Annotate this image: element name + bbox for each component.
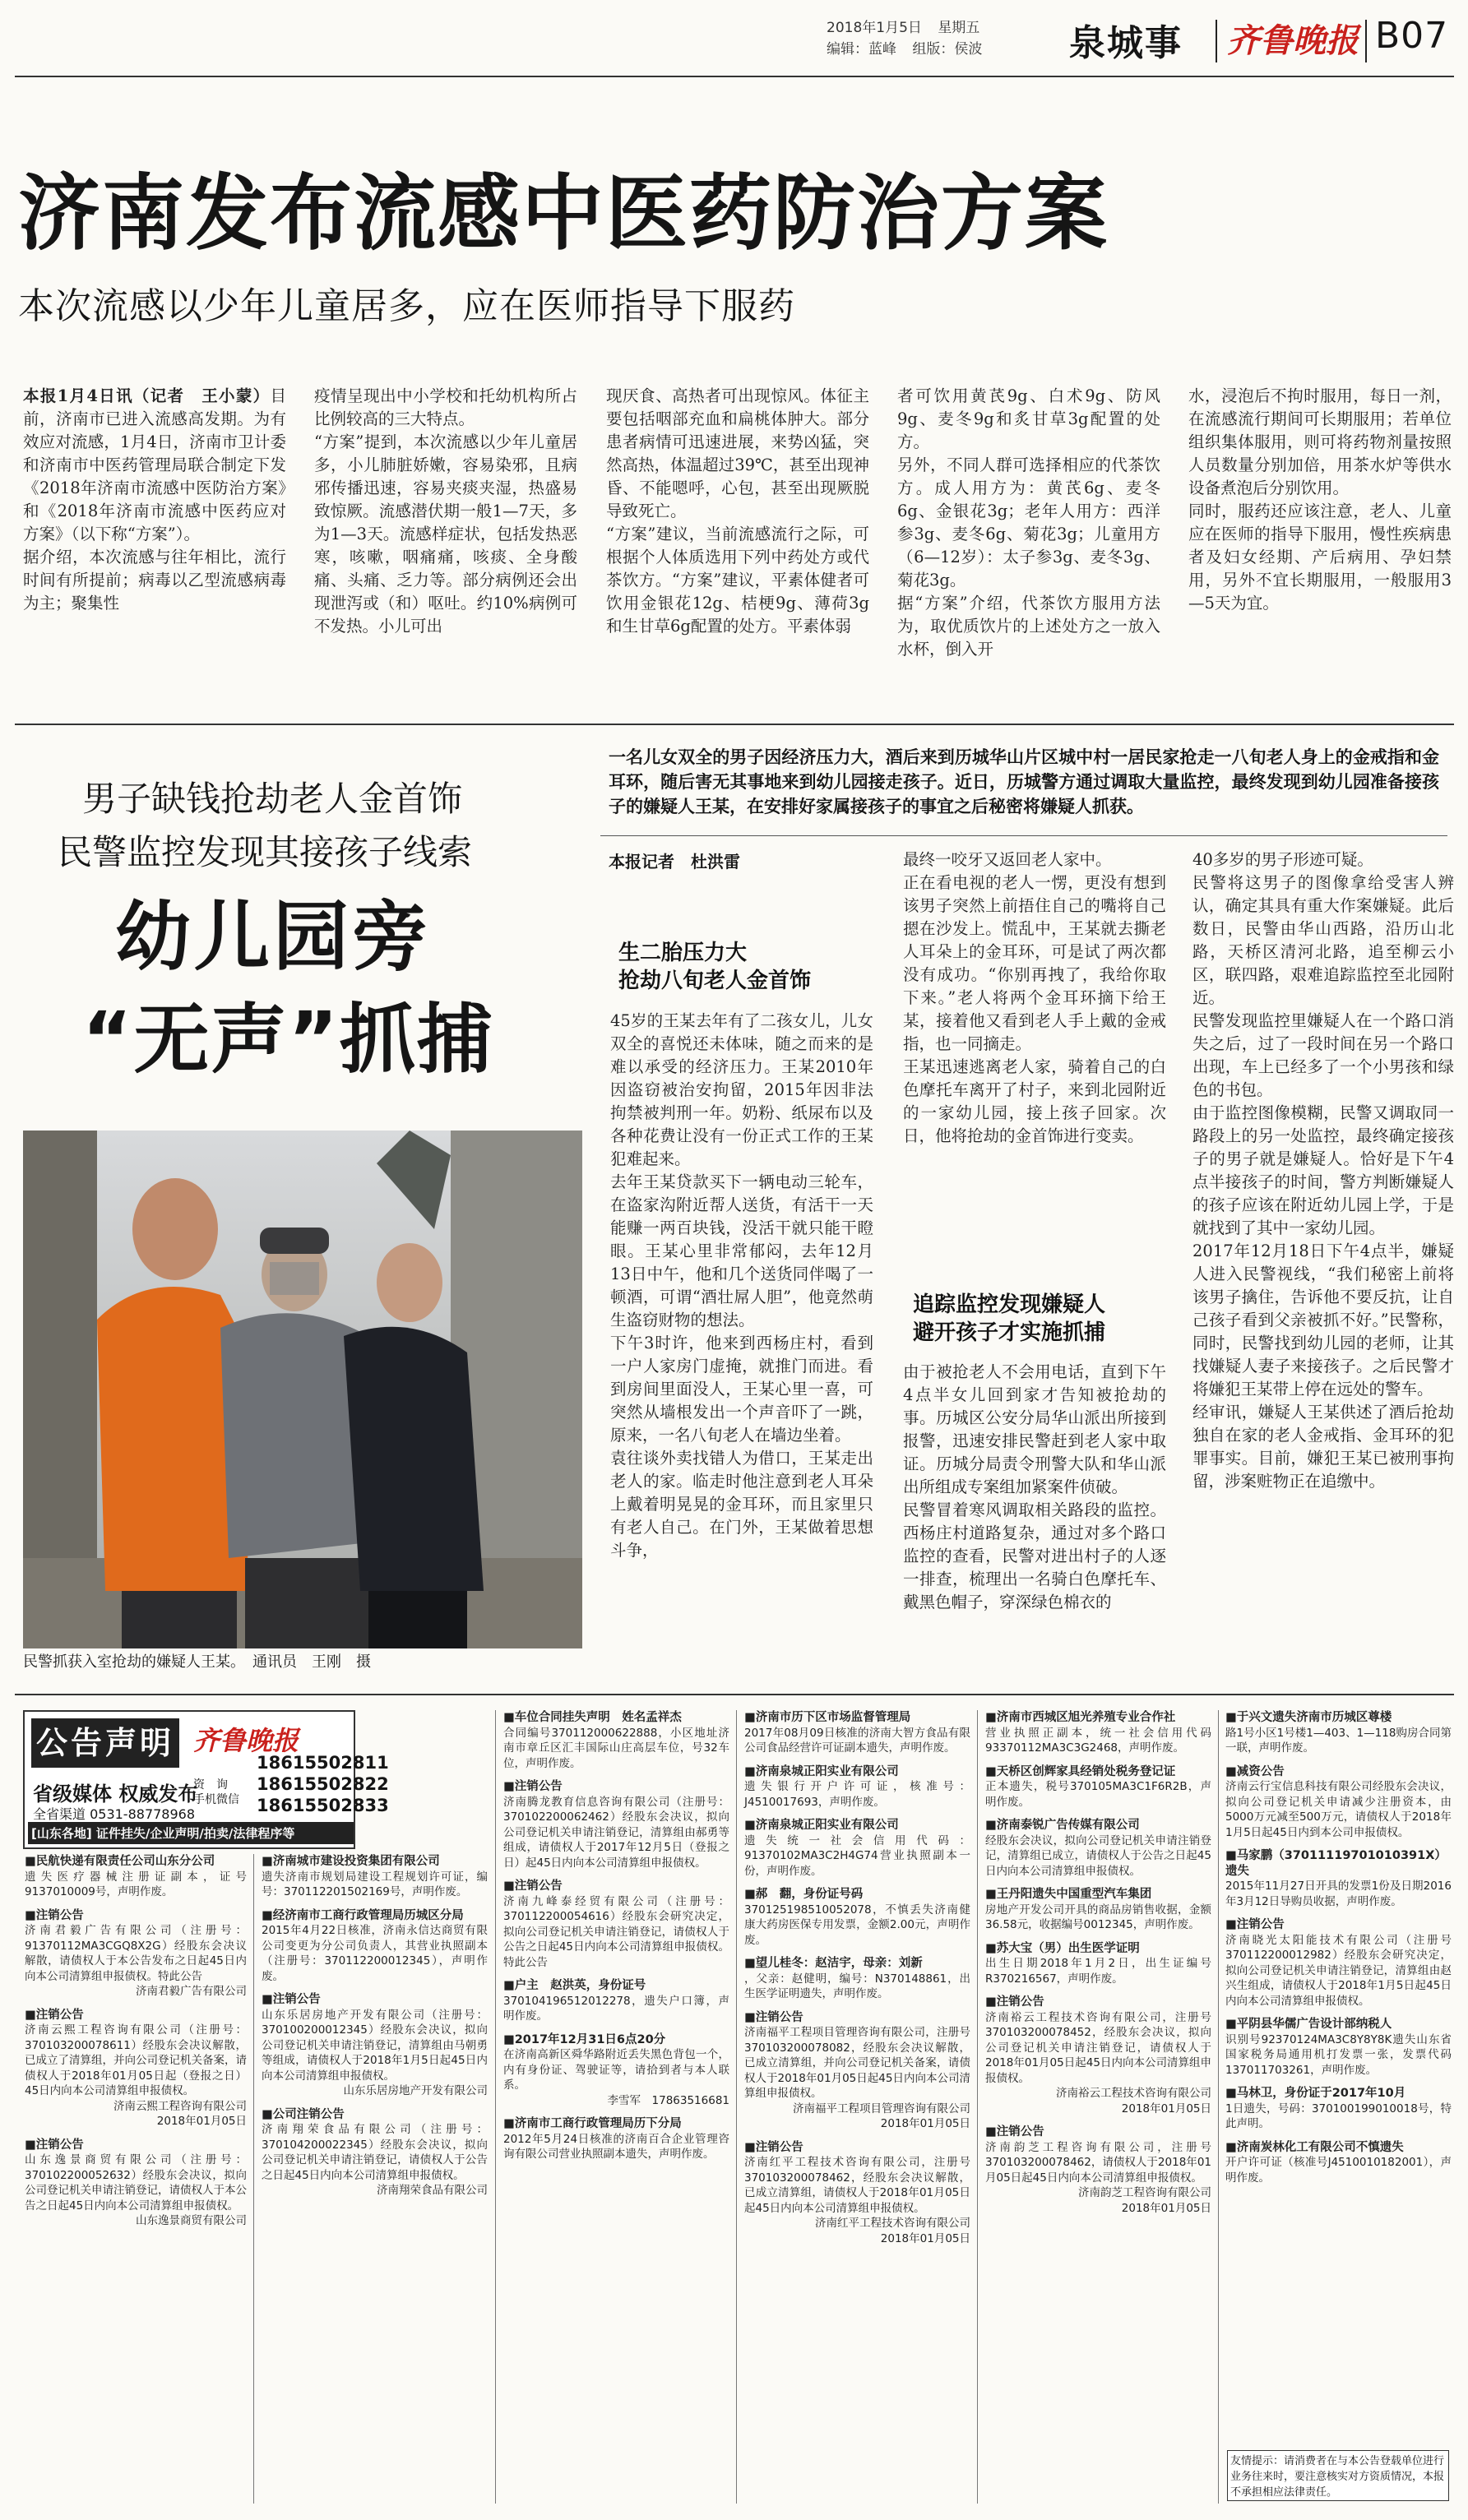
lead-subheadline: 本次流感以少年儿童居多，应在医师指导下服药 (18, 285, 795, 327)
ad-phone-3: 18615502833 (257, 1796, 389, 1815)
ad-item-body: 营业执照正副本，统一社会信用代码93370112MA3C3G2468，声明作废。 (985, 1726, 1211, 1755)
lead-column-2: 疫情呈现出中小学校和托幼机构所占比例较高的三大特点。 “方案”提到，本次流感以少年儿童居多，小儿肺脏娇嫩，容易染邪，且病邪传播迅速，容易夹痰夹湿，热盛易致惊厥。流感潜伏期一般1—7天，多为1—3天。流感样症状，包括发热恶寒，咳嗽，咽痛痛，咳痰、全身酸痛、头痛、乏力等。部分病例还会出现泄泻或（和）呕吐。约10%病例可不发热。小儿可出 (314, 386, 577, 636)
ad-item-signature: 济南红平工程技术咨询有限公司 2018年01月05日 (815, 2217, 970, 2245)
ad-item-body: 2015年11月27日开具的发票1份及日期2016年3月12日导购员收据，声明作废。 (1225, 1880, 1452, 1908)
header-date: 2018年1月5日 (827, 20, 922, 36)
ad-divider-5 (1218, 1710, 1219, 2504)
ad-item-title: ■济南市工商行政管理局历下分局 (503, 2117, 682, 2130)
ad-item-body: 济南裕云工程技术咨询有限公司，注册号370103200078452，经股东会决议，拟向公司登记机关申请注销登记，请债权人于2018年01月05日起45日内向本公司清算组申报债权。 (985, 2010, 1211, 2085)
story-subhead-2: 追踪监控发现嫌疑人 避开孩子才实施抓捕 (913, 1292, 1106, 1345)
ad-item-signature: 山东乐居房地产开发有限公司 (343, 2084, 488, 2097)
ad-item (1225, 1710, 1452, 1756)
ad-item (744, 1887, 970, 1948)
ad-item-body: 遗失济南市规划局建设工程规划许可证，编号：370112201502169号，声明作废。 (262, 1870, 488, 1898)
ad-item-title: ■民航快递有限责任公司山东分公司 (25, 1855, 215, 1868)
ad-item (985, 1818, 1211, 1879)
ad-item-body: 济南九峰泰经贸有限公司（注册号：370112200054616）经股东会研究决定，拟向公司登记机关申请注销登记，请债权人于公告之日起45日内向本公司清算组申报债权。特此公告 (503, 1894, 729, 1969)
ad-item-title: ■于兴文遗失济南市历城区尊楼 (1225, 1711, 1392, 1724)
ad-item-body: 2012年5月24日核准的济南百合企业管理咨询有限公司营业执照副本遗失，声明作废。 (503, 2132, 729, 2161)
ad-item-title: ■注销公告 (25, 1908, 84, 1922)
summary-rule (600, 835, 1447, 836)
header-divider-1 (1216, 20, 1217, 62)
ad-column-2 (262, 1854, 488, 2504)
ad-item-body: 合同编号370112000622888，小区地址济南市章丘区汇丰国际山庄高层车位，号32车位，声明作废。 (503, 1726, 729, 1770)
ad-item-signature: 济南福平工程项目管理咨询有限公司 2018年01月05日 (793, 2102, 970, 2130)
ad-item-title: ■注销公告 (1225, 1918, 1285, 1931)
ad-divider-3 (736, 1710, 737, 2504)
ad-tags: [山东各地] 证件挂失/企业声明/拍卖/法律程序等 (28, 1822, 354, 1844)
ad-item (262, 1908, 488, 1985)
ad-item-title: ■马林卫，身份证于2017年10月 (1225, 2087, 1406, 2100)
ad-item-body: 济南云熙工程咨询有限公司（注册号：370103200078611）经股东会决议解散，已成立了清算组，并向公司登记机关备案，请债权人于2018年01月05日起（登报之日）45日内向本公司清算组申报债权。 (25, 2023, 247, 2097)
lead-rule-bottom (15, 724, 1454, 725)
ad-item-title: ■户主 赵洪英，身份证号 (503, 1979, 646, 1992)
ad-item (985, 1941, 1211, 1987)
ad-item-title: ■王丹阳遗失中国重型汽车集团 (985, 1888, 1152, 1901)
story-column-a: 45岁的王某去年有了二孩女儿，儿女双全的喜悦还未体味，随之而来的是难以承受的经济压力。王某2010年因盗窃被治安拘留，2015年因非法拘禁被判刑一年。奶粉、纸尿布以及各种花费让没有一份正式工作的王某犯难起来。 去年王某贷款买下一辆电动三轮车，在盗家沟附近帮人送货，有活干一天能赚一两百块钱，没活干就只能干瞪眼。王某心里非常郁闷，去年12月13日中午，他和几个送货同伴喝了一顿酒，可谓“酒壮屌人胆”，他竟然萌生盗窃财物的想法。 下午3时许，他来到西杨庄村，看到一户人家房门虚掩，就推门而进。看到房间里面没人，王某心里一喜，可突然从墙根发出一个声音吓了一跳，原来，一名八旬老人在墙边坐着。 袁往谈外卖找错人为借口，王某走出老人的家。临走时他注意到老人耳朵上戴着明晃晃的金耳环，而且家里只有老人自己。在门外，王某做着思想斗争， (610, 1011, 873, 1560)
ad-item-title: ■济南市西城区旭光养殖专业合作社 (985, 1711, 1176, 1724)
ad-item-title: ■济南炭林化工有限公司不慎遗失 (1225, 2140, 1404, 2154)
ad-item (1225, 1848, 1452, 1909)
story-column-b2: 由于被抢老人不会用电话，直到下午4点半女儿回到家才告知被抢劫的事。历城区公安分局华山派出所接到报警，迅速安排民警赶到老人家中取证。历城分局责令刑警大队和华山派出所组成专案组加紧案件侦破。 民警冒着寒风调取相关路段的监控。西杨庄村道路复杂，通过对多个路口监控的查看，民警对进出村子的人逐一排查，梳理出一名骑白色摩托车、戴黑色帽子，穿深绿色棉衣的 (903, 1362, 1166, 1611)
ad-column-3 (503, 1710, 729, 2504)
ad-item (25, 1854, 247, 1900)
story-title-2: “无声”抓捕 (82, 996, 494, 1084)
ad-column-1 (25, 1854, 247, 2504)
ad-item-title: ■2017年12月31日6点20分 (503, 2032, 666, 2046)
ad-item (985, 1710, 1211, 1756)
ad-item-signature: 山东逸景商贸有限公司 (136, 2214, 247, 2227)
ad-divider-4 (977, 1710, 978, 2504)
story-kicker-1: 男子缺钱抢劫老人金首饰 (82, 779, 463, 819)
ad-item-title: ■注销公告 (262, 1993, 321, 2006)
ad-item-body: 济南君毅广告有限公司（注册号：91370112MA3CGQ8X2G）经股东会决议解散，请债权人于本公告发布之日起45日内向本公司清算组申报债权。特此公告 (25, 1924, 247, 1983)
ad-item (503, 1710, 729, 1771)
ad-item (744, 2010, 970, 2132)
lead-byline: 本报1月4日讯（记者 王小蒙） (23, 386, 271, 405)
ad-item-body: 济南云行宝信息科技有限公司经股东会决议，拟向公司登记机关申请减少注册资本，由5000万元减至500万元，请债权人于2018年1月5日起45日内到本公司申报债权。 (1225, 1780, 1452, 1839)
brand-logo: 齐鲁晚报 (1227, 21, 1359, 60)
ad-item-title: ■注销公告 (503, 1880, 563, 1893)
ad-item-body: 遗失银行开户许可证，核准号：J4510017693，声明作废。 (744, 1780, 970, 1809)
ad-slogan: 省级媒体 权威发布 (33, 1782, 198, 1806)
ad-item (25, 2138, 247, 2229)
lead-col1-text: 目前，济南市已进入流感高发期。为有效应对流感，1月4日，济南市卫计委和济南市中医药管理局联合制定下发《2018年济南市流感中医防治方案》和《2018年济南市流感中医药应对方案》（以下称“方案”）。 据介绍，本次流感与往年相比，流行时间有所提前；病毒以乙型流感病毒为主；聚集性 (23, 386, 286, 613)
ad-item (262, 1992, 488, 2099)
ad-item-title: ■济南泉城正阳实业有限公司 (744, 1764, 899, 1778)
ad-banner-title: 公告声明 (31, 1718, 179, 1768)
ad-item-body: 济南福平工程项目管理咨询有限公司，注册号370103200078082，经股东会决议解散，已成立清算组，并向公司登记机关备案，请债权人于2018年01月05日起45日内向本公司清算组申报债权。 (744, 2026, 970, 2100)
header-divider-2 (1365, 20, 1367, 62)
ad-item (503, 1879, 729, 1970)
ad-item-title: ■苏大宝（男）出生医学证明 (985, 1941, 1140, 1955)
ad-item (503, 2116, 729, 2162)
ad-item-body: 路1号小区1号楼1—403、1—118购房合同第一联，声明作废。 (1225, 1726, 1452, 1755)
ad-item-title: ■注销公告 (25, 2008, 84, 2022)
story-byline: 本报记者 杜洪雷 (609, 852, 740, 872)
ad-item-signature: 济南韵芝工程咨询有限公司 2018年01月05日 (1078, 2186, 1211, 2215)
ad-item (1225, 2140, 1452, 2186)
ad-column-5 (985, 1710, 1211, 2504)
ad-item (1225, 2017, 1452, 2078)
ad-item-title: ■减资公告 (1225, 1764, 1285, 1778)
ad-item-title: ■郝 翻，身份证号码 (744, 1888, 864, 1901)
lead-column-1 (23, 385, 286, 705)
ad-item-body: 山东逸景商贸有限公司（注册号：370102200052632）经股东会决议，拟向公司登记机关申请注销登记，请债权人于本公告之日起45日内向本公司清算组申报债权。 (25, 2153, 247, 2213)
ad-item (1225, 1917, 1452, 2009)
ad-item-body: 济南腾龙教育信息咨询有限公司（注册号：370102200062462）经股东会决议，拟向公司登记机关申请注销登记，清算组由郝勇等组成，请债权人于2017年12月5日（登报之日）起45日内向本公司清算组申报债权。 (503, 1795, 729, 1870)
ad-item (25, 1908, 247, 2000)
ad-item-body: 济南晓光太阳能技术有限公司（注册号370112200012982）经股东会研究决定，拟向公司登记机关申请注销登记，清算组由赵兴生组成，请债权人于2018年1月5日起45日内向本公司清算组申报债权。 (1225, 1933, 1452, 2008)
story-title-1: 幼儿园旁 (115, 893, 432, 981)
ad-hotline: 全省渠道 0531-88778968 (33, 1806, 196, 1822)
photo-caption: 民警抓获入室抢劫的嫌疑人王某。 通讯员 王刚 摄 (23, 1653, 371, 1671)
ad-item (503, 2032, 729, 2109)
ad-item (1225, 1764, 1452, 1841)
page-number: B07 (1375, 15, 1449, 57)
ad-item-body: 济南红平工程技术咨询有限公司，注册号370103200078462，经股东会决议解散，已成立清算组，请债权人于2018年01月05日起45日内向本公司清算组申报债权。 (744, 2156, 970, 2215)
ad-item-body: 1日遗失，号码：370100199010018号，特此声明。 (1225, 2102, 1452, 2130)
ad-item-title: ■注销公告 (985, 2125, 1044, 2139)
ad-item-body: 识别号92370124MA3C8Y8Y8K遗失山东省国家税务局通用机打发票一张，发票代码137011703261，声明作废。 (1225, 2032, 1452, 2077)
ad-item (744, 1818, 970, 1879)
lead-headline: 济南发布流感中医药防治方案 (18, 165, 1109, 261)
ad-divider-1 (253, 1854, 254, 2504)
ad-item-signature: 李雪军 17863516681 (607, 2093, 729, 2107)
ad-item-body: 济南翔荣食品有限公司（注册号：370104200022345）经股东会决议，拟向公司登记机关申请注销登记，请债权人于公告之日起45日内向本公司清算组申报债权。 (262, 2123, 488, 2182)
header-date-line (827, 18, 1073, 38)
ad-item-signature: 济南君毅广告有限公司 (136, 1985, 247, 1998)
ad-item-signature: 济南裕云工程技术咨询有限公司 2018年01月05日 (1056, 2087, 1211, 2115)
ad-item-title: ■公司注销公告 (262, 2107, 345, 2121)
ad-item-body: ，父亲：赵健明，编号：N370148861，出生医学证明遗失，声明作废。 (744, 1972, 970, 2000)
ad-item (262, 1854, 488, 1900)
ad-item (985, 1887, 1211, 1933)
ad-item-title: ■平阴县华儒广告设计部纳税人 (1225, 2018, 1392, 2031)
ad-item-body: 2015年4月22日核准，济南永信达商贸有限公司变更为分公司负责人，其营业执照副本（注册号：370112200012345），声明作废。 (262, 1924, 488, 1983)
ad-banner (23, 1710, 389, 1849)
lead-column-3: 现厌食、高热者可出现惊风。体征主要包括咽部充血和扁桃体肿大。部分患者病情可迅速进展，来势凶猛，突然高热，体温超过39℃，甚至出现神昏、不能嗯呼，心包，甚至出现厥脱导致死亡。 “方案”建议，当前流感流行之际，可根据个人体质选用下列中药处方或代茶饮方。“方案”建议，平素体健者可饮用金银花12g、桔梗9g、薄荷3g和生甘草6g配置的处方。平素体弱 (606, 386, 869, 636)
story-subhead-1: 生二胎压力大 抢劫八旬老人金首饰 (618, 941, 812, 993)
ad-item-title: ■济南泰锐广告传媒有限公司 (985, 1819, 1140, 1832)
ad-item-title: ■望儿桂冬：赵洁宇，母亲：刘新 (744, 1957, 923, 1970)
ad-item (503, 1779, 729, 1870)
ad-phone-2: 18615502822 (257, 1774, 389, 1794)
ad-item-title: ■注销公告 (503, 1780, 563, 1793)
story-rule-bottom (15, 1694, 1454, 1695)
ad-item-body: 370125198510052078，不慎丢失济南健康大药房医保专用发票，金额2.00元，声明作废。 (744, 1903, 970, 1947)
header-editor-line (827, 39, 1073, 59)
ad-item (744, 2140, 970, 2247)
ad-item (744, 1710, 970, 1756)
ad-item (744, 1956, 970, 2002)
lead-column-4: 者可饮用黄芪9g、白术9g、防风9g、麦冬9g和炙甘草3g配置的处方。 另外，不同人群可选择相应的代茶饮方。成人用方为：黄芪6g、麦冬6g、金银花3g；老年人用方：西洋参3g、麦冬6g、菊花3g；儿童用方（6—12岁）：太子参3g、麦冬3g、菊花3g。 据“方案”介绍，代茶饮方服用方法为，取优质饮片的上述处方之一放入水杯，倒入开 (897, 386, 1160, 659)
ad-item-body: 山东乐居房地产开发有限公司（注册号：370100200012345）经股东会决议，拟向公司登记机关申请注销登记，清算组由马朝勇等组成，请债权人于2018年1月5日起45日内向本公司清算组申报债权。 (262, 2008, 488, 2083)
ad-divider-2 (495, 1710, 496, 2504)
header-rule (15, 76, 1454, 77)
header-editor: 编辑：蓝峰 (827, 41, 896, 58)
ad-item-body: 在济南高新区舜华路附近丢失黑色背包一个，内有身份证、驾驶证等，请拾到者与本人联系。 (503, 2048, 729, 2092)
ad-item-body: 济南韵芝工程咨询有限公司，注册号370103200078462，请债权人于2018年01月05日起45日内向本公司清算组申报债权。 (985, 2140, 1211, 2185)
ad-item-body: 经股东会决议，拟向公司登记机关申请注销登记，清算组已成立，请债权人于公告之日起45日内向本公司清算组申报债权。 (985, 1833, 1211, 1878)
ad-item (985, 1995, 1211, 2116)
ad-item-title: ■注销公告 (744, 2010, 803, 2024)
ad-item (503, 1978, 729, 2024)
ad-item (262, 2107, 488, 2199)
ad-column-6 (1225, 1710, 1452, 2442)
ad-item-title: ■车位合同挂失声明 姓名孟祥杰 (503, 1711, 682, 1724)
ad-item-title: ■济南泉城正阳实业有限公司 (744, 1819, 899, 1832)
lead-column-5: 水，浸泡后不拘时服用，每日一剂，在流感流行期间可长期服用；若单位组织集体服用，则可将药物剂量按照人员数量分别加倍，用茶水炉等供水设备煮泡后分别饮用。 同时，服药还应该注意，老人、儿童应在医师的指导下服用，慢性疾病患者及妇女经期、产后病用、孕妇禁用，另外不宜长期服用，一般服用3—5天为宜。 (1188, 386, 1452, 613)
ad-phone-1: 18615502811 (257, 1753, 389, 1773)
ad-item-title: ■注销公告 (25, 2138, 84, 2152)
ad-item-signature: 济南云熙工程咨询有限公司 2018年01月05日 (113, 2099, 247, 2128)
ad-item-signature: 济南翔荣食品有限公司 (377, 2184, 488, 2197)
ad-item-body: 房地产开发公司开具的商品房销售收据，金额36.58元，收据编号0012345，声明作废。 (985, 1903, 1211, 1931)
ad-item-body: 370104196512012278，遗失户口簿，声明作废。 (503, 1994, 729, 2023)
ad-item-body: 开户许可证（核准号J4510010182001），声明作废。 (1225, 2156, 1452, 2185)
ad-item-title: ■马家鹏（37011119701010391X）遗失 (1225, 1849, 1447, 1878)
header-designer: 组版：侯波 (912, 41, 983, 58)
ad-item (1225, 2086, 1452, 2132)
ad-item-body: 遗失统一社会信用代码：91370102MA3C2H4G74营业执照副本一份，声明作废。 (744, 1833, 970, 1878)
ad-item-title: ■天桥区创辉家具经销处税务登记证 (985, 1764, 1176, 1778)
story-column-b1: 最终一咬牙又返回老人家中。 正在看电视的老人一愣，更没有想到该男子突然上前捂住自己的嘴将自己摁在沙发上。慌乱中，王某就去撕老人耳朵上的金耳环，可是试了两次都没有成功。“你别再拽了，我给你取下来。”老人将两个金耳环摘下给王某，接着他又看到老人手上戴的金戒指，也一同摘走。 王某迅速逃离老人家，骑着自己的白色摩托车离开了村子，来到北园附近的一家幼儿园，接上孩子回家。次日，他将抢劫的金首饰进行变卖。 (903, 850, 1166, 1145)
ad-item-title: ■注销公告 (744, 2140, 803, 2154)
story-kicker-2: 民警监控发现其接孩子线索 (58, 832, 473, 872)
ad-column-4 (744, 1710, 970, 2504)
ad-item-body: 2017年08月09日核准的济南大智方食品有限公司食品经营许可证副本遗失，声明作废。 (744, 1726, 970, 1755)
ad-item (985, 2125, 1211, 2216)
arrest-photo (23, 1131, 582, 1648)
ad-item-body: 正本遗失，税号370105MA3C1F6R2B，声明作废。 (985, 1780, 1211, 1809)
header-weekday: 星期五 (938, 20, 980, 36)
arrest-photo-illustration (23, 1131, 582, 1648)
ad-item (744, 1764, 970, 1810)
ad-consult-label: 资 询 手机微信 (193, 1778, 239, 1806)
ad-item-body: 出生日期2018年1月2日，出生证编号R370216567，声明作废。 (985, 1957, 1211, 1986)
ad-reminder: 友情提示：请消费者在与本公告登载单位进行业务往来时，要注意核实对方资质情况，本报不承担相应法律责任。 (1227, 2450, 1449, 2501)
ad-item-title: ■经济南市工商行政管理局历城区分局 (262, 1908, 464, 1922)
ad-banner-brand: 齐鲁晚报 (193, 1725, 299, 1756)
ad-item (25, 2008, 247, 2129)
ad-item (985, 1764, 1211, 1810)
ad-item-body: 遗失医疗器械注册证副本，证号9137010009号，声明作废。 (25, 1870, 247, 1898)
ad-item-title: ■济南市历下区市场监督管理局 (744, 1711, 911, 1724)
section-name: 泉城事 (1069, 22, 1183, 64)
story-summary: 一名儿女双全的男子因经济压力大，酒后来到历城华山片区城中村一居民家抢走一八旬老人身上的金戒指和金耳环，随后害无其事地来到幼儿园接走孩子。近日，历城警方通过调取大量监控，最终发现到幼儿园准备接孩子的嫌疑人王某，在安排好家属接孩子的事宜之后秘密将嫌疑人抓获。 (609, 747, 1439, 816)
ad-item-title: ■注销公告 (985, 1995, 1044, 2009)
story-column-c: 40多岁的男子形迹可疑。 民警将这男子的图像拿给受害人辨认，确定其具有重大作案嫌疑。此后数日，民警由华山西路，沿历山北路，天桥区清河北路，追至柳云小区，联四路，艰难追踪监控至北园附近。 民警发现监控里嫌疑人在一个路口消失之后，过了一段时间在另一个路口出现，车上已经多了一个小男孩和绿色的书包。 由于监控图像模糊，民警又调取同一路段上的另一处监控，最终确定接孩子的男子就是嫌疑人。恰好是下午4点半接孩子的时间，警方判断嫌疑人的孩子应该在附近幼儿园上学，于是就找到了其中一家幼儿园。 2017年12月18日下午4点半，嫌疑人进入民警视线，“我们秘密上前将该男子擒住，告诉他不要反抗，让自己孩子看到父亲被抓不好。”民警称，同时，民警找到幼儿园的老师，让其找嫌疑人妻子来接孩子。之后民警才将嫌犯王某带上停在远处的警车。 经审讯，嫌疑人王某供述了酒后抢劫独自在家的老人金戒指、金耳环的犯罪事实。目前，嫌犯王某已被刑事拘留，涉案赃物正在追缴中。 (1192, 850, 1454, 1491)
ad-item-title: ■济南城市建设投资集团有限公司 (262, 1855, 440, 1868)
